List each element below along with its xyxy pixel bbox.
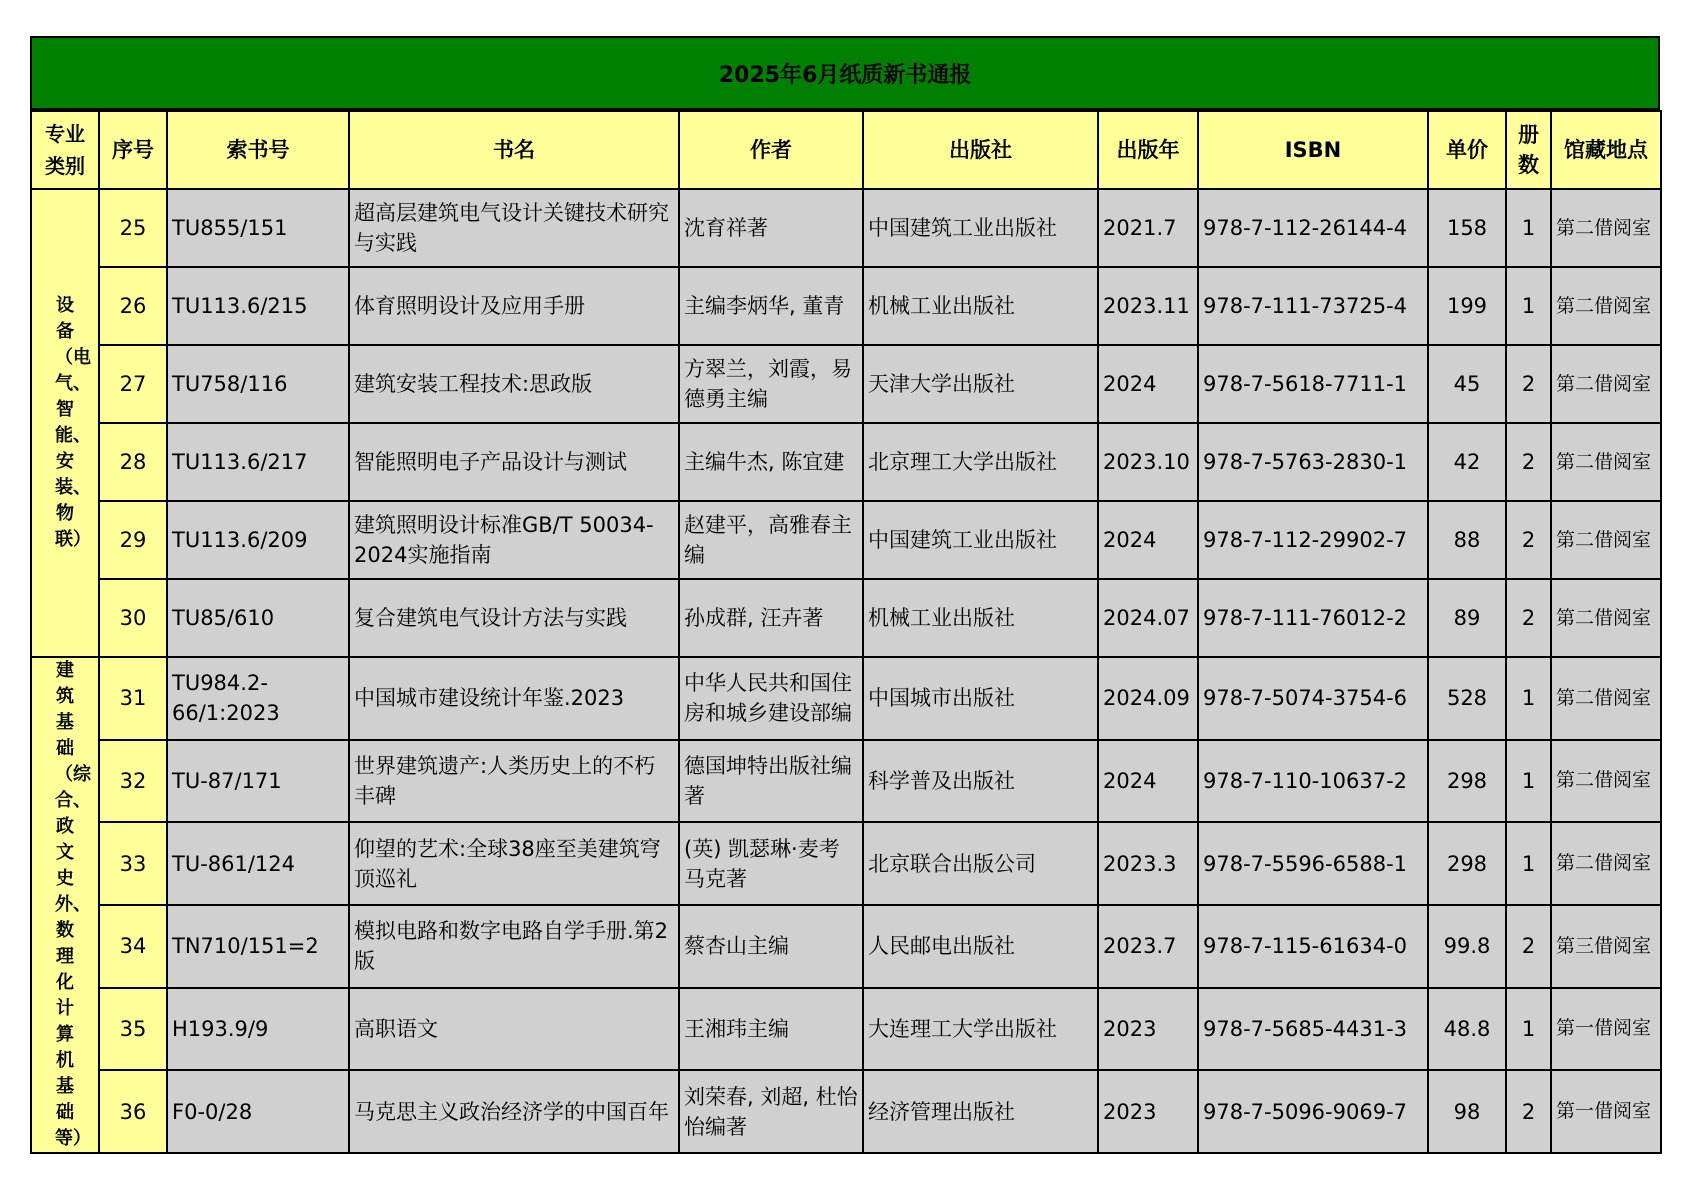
seq-cell: 30 [99, 579, 167, 657]
publish-year-cell: 2023 [1098, 1070, 1198, 1153]
publish-year-cell: 2023.7 [1098, 905, 1198, 988]
publish-year-cell: 2024.09 [1098, 657, 1198, 740]
book-title-cell: 世界建筑遗产:人类历史上的不朽丰碑 [349, 740, 679, 823]
copies-cell: 2 [1506, 579, 1551, 657]
book-title-cell: 建筑照明设计标准GB/T 50034-2024实施指南 [349, 501, 679, 579]
publisher-cell: 科学普及出版社 [863, 740, 1098, 823]
publish-year-cell: 2021.7 [1098, 189, 1198, 267]
header-price: 单价 [1428, 111, 1506, 189]
publisher-cell: 中国建筑工业出版社 [863, 189, 1098, 267]
book-title-cell: 体育照明设计及应用手册 [349, 267, 679, 345]
publish-year-cell: 2023.11 [1098, 267, 1198, 345]
location-cell: 第三借阅室 [1551, 905, 1661, 988]
isbn-cell: 978-7-5685-4431-3 [1198, 988, 1428, 1071]
isbn-cell: 978-7-111-76012-2 [1198, 579, 1428, 657]
header-isbn: ISBN [1198, 111, 1428, 189]
call-number-cell: H193.9/9 [167, 988, 349, 1071]
location-cell: 第二借阅室 [1551, 501, 1661, 579]
table-row [31, 988, 1661, 1071]
isbn-cell: 978-7-5596-6588-1 [1198, 822, 1428, 905]
new-books-sheet [30, 36, 1660, 1154]
location-cell: 第二借阅室 [1551, 579, 1661, 657]
publisher-cell: 经济管理出版社 [863, 1070, 1098, 1153]
book-title-cell: 高职语文 [349, 988, 679, 1071]
location-cell: 第二借阅室 [1551, 345, 1661, 423]
header-call-number: 索书号 [167, 111, 349, 189]
isbn-cell: 978-7-110-10637-2 [1198, 740, 1428, 823]
copies-cell: 2 [1506, 423, 1551, 501]
header-location: 馆藏地点 [1551, 111, 1661, 189]
header-author: 作者 [679, 111, 863, 189]
location-cell: 第一借阅室 [1551, 988, 1661, 1071]
seq-cell: 31 [99, 657, 167, 740]
category-cell [31, 657, 99, 1153]
price-cell: 298 [1428, 740, 1506, 823]
location-cell: 第一借阅室 [1551, 1070, 1661, 1153]
isbn-cell: 978-7-112-26144-4 [1198, 189, 1428, 267]
author-cell: 方翠兰，刘霞，易德勇主编 [679, 345, 863, 423]
seq-cell: 36 [99, 1070, 167, 1153]
author-cell: 主编李炳华, 董青 [679, 267, 863, 345]
isbn-cell: 978-7-5618-7711-1 [1198, 345, 1428, 423]
book-title-cell: 超高层建筑电气设计关键技术研究与实践 [349, 189, 679, 267]
copies-cell: 1 [1506, 988, 1551, 1071]
header-seq: 序号 [99, 111, 167, 189]
category-label: 设备（电气、智能、安装、物联） [55, 295, 91, 550]
table-row [31, 189, 1661, 267]
author-cell: 赵建平，高雅春主编 [679, 501, 863, 579]
table-row [31, 345, 1661, 423]
author-cell: 德国坤特出版社编著 [679, 740, 863, 823]
book-title-cell: 智能照明电子产品设计与测试 [349, 423, 679, 501]
price-cell: 298 [1428, 822, 1506, 905]
publish-year-cell: 2023 [1098, 988, 1198, 1071]
table-row [31, 822, 1661, 905]
author-cell: 沈育祥著 [679, 189, 863, 267]
call-number-cell: TU-87/171 [167, 740, 349, 823]
price-cell: 199 [1428, 267, 1506, 345]
publish-year-cell: 2024 [1098, 345, 1198, 423]
copies-cell: 1 [1506, 657, 1551, 740]
author-cell: 孙成群, 汪卉著 [679, 579, 863, 657]
call-number-cell: TU113.6/217 [167, 423, 349, 501]
location-cell: 第二借阅室 [1551, 740, 1661, 823]
publisher-cell: 人民邮电出版社 [863, 905, 1098, 988]
header-publisher: 出版社 [863, 111, 1098, 189]
table-row [31, 740, 1661, 823]
books-table [30, 110, 1662, 1154]
seq-cell: 33 [99, 822, 167, 905]
location-cell: 第二借阅室 [1551, 657, 1661, 740]
location-cell: 第二借阅室 [1551, 267, 1661, 345]
price-cell: 98 [1428, 1070, 1506, 1153]
sheet-title: 2025年6月纸质新书通报 [30, 36, 1660, 110]
book-title-cell: 模拟电路和数字电路自学手册.第2版 [349, 905, 679, 988]
seq-cell: 25 [99, 189, 167, 267]
book-title-cell: 复合建筑电气设计方法与实践 [349, 579, 679, 657]
copies-cell: 1 [1506, 189, 1551, 267]
isbn-cell: 978-7-5763-2830-1 [1198, 423, 1428, 501]
seq-cell: 32 [99, 740, 167, 823]
copies-cell: 1 [1506, 740, 1551, 823]
author-cell: 主编牛杰, 陈宜建 [679, 423, 863, 501]
publish-year-cell: 2024.07 [1098, 579, 1198, 657]
book-title-cell: 建筑安装工程技术:思政版 [349, 345, 679, 423]
isbn-cell: 978-7-5096-9069-7 [1198, 1070, 1428, 1153]
publisher-cell: 机械工业出版社 [863, 267, 1098, 345]
call-number-cell: TN710/151=2 [167, 905, 349, 988]
copies-cell: 2 [1506, 501, 1551, 579]
publisher-cell: 北京联合出版公司 [863, 822, 1098, 905]
books-table-body [31, 189, 1661, 1153]
seq-cell: 28 [99, 423, 167, 501]
copies-cell: 2 [1506, 1070, 1551, 1153]
header-copies: 册数 [1506, 111, 1551, 189]
isbn-cell: 978-7-112-29902-7 [1198, 501, 1428, 579]
call-number-cell: F0-0/28 [167, 1070, 349, 1153]
table-row [31, 423, 1661, 501]
table-row [31, 267, 1661, 345]
table-row [31, 657, 1661, 740]
price-cell: 45 [1428, 345, 1506, 423]
publisher-cell: 中国城市出版社 [863, 657, 1098, 740]
call-number-cell: TU758/116 [167, 345, 349, 423]
author-cell: 刘荣春, 刘超, 杜怡怡编著 [679, 1070, 863, 1153]
author-cell: 中华人民共和国住房和城乡建设部编 [679, 657, 863, 740]
book-title-cell: 中国城市建设统计年鉴.2023 [349, 657, 679, 740]
call-number-cell: TU113.6/215 [167, 267, 349, 345]
isbn-cell: 978-7-111-73725-4 [1198, 267, 1428, 345]
seq-cell: 34 [99, 905, 167, 988]
table-row [31, 579, 1661, 657]
category-label: 建筑基础（综合、政文史外、数理化计算机基础等） [55, 660, 91, 1149]
call-number-cell: TU855/151 [167, 189, 349, 267]
copies-cell: 1 [1506, 822, 1551, 905]
price-cell: 42 [1428, 423, 1506, 501]
publish-year-cell: 2024 [1098, 740, 1198, 823]
call-number-cell: TU-861/124 [167, 822, 349, 905]
table-row [31, 1070, 1661, 1153]
header-book-title: 书名 [349, 111, 679, 189]
author-cell: (英) 凯瑟琳·麦考马克著 [679, 822, 863, 905]
price-cell: 88 [1428, 501, 1506, 579]
seq-cell: 29 [99, 501, 167, 579]
price-cell: 99.8 [1428, 905, 1506, 988]
header-category: 专业类别 [31, 111, 99, 189]
book-title-cell: 马克思主义政治经济学的中国百年 [349, 1070, 679, 1153]
isbn-cell: 978-7-115-61634-0 [1198, 905, 1428, 988]
author-cell: 蔡杏山主编 [679, 905, 863, 988]
publish-year-cell: 2023.10 [1098, 423, 1198, 501]
isbn-cell: 978-7-5074-3754-6 [1198, 657, 1428, 740]
price-cell: 48.8 [1428, 988, 1506, 1071]
header-row [31, 111, 1661, 189]
publisher-cell: 大连理工大学出版社 [863, 988, 1098, 1071]
header-year: 出版年 [1098, 111, 1198, 189]
publisher-cell: 北京理工大学出版社 [863, 423, 1098, 501]
table-row [31, 501, 1661, 579]
location-cell: 第二借阅室 [1551, 822, 1661, 905]
publish-year-cell: 2023.3 [1098, 822, 1198, 905]
publisher-cell: 天津大学出版社 [863, 345, 1098, 423]
copies-cell: 2 [1506, 905, 1551, 988]
publish-year-cell: 2024 [1098, 501, 1198, 579]
author-cell: 王湘玮主编 [679, 988, 863, 1071]
table-row [31, 905, 1661, 988]
publisher-cell: 机械工业出版社 [863, 579, 1098, 657]
price-cell: 158 [1428, 189, 1506, 267]
price-cell: 528 [1428, 657, 1506, 740]
seq-cell: 26 [99, 267, 167, 345]
price-cell: 89 [1428, 579, 1506, 657]
category-cell [31, 189, 99, 657]
seq-cell: 27 [99, 345, 167, 423]
call-number-cell: TU113.6/209 [167, 501, 349, 579]
copies-cell: 1 [1506, 267, 1551, 345]
book-title-cell: 仰望的艺术:全球38座至美建筑穹顶巡礼 [349, 822, 679, 905]
call-number-cell: TU984.2-66/1:2023 [167, 657, 349, 740]
seq-cell: 35 [99, 988, 167, 1071]
copies-cell: 2 [1506, 345, 1551, 423]
location-cell: 第二借阅室 [1551, 423, 1661, 501]
publisher-cell: 中国建筑工业出版社 [863, 501, 1098, 579]
call-number-cell: TU85/610 [167, 579, 349, 657]
location-cell: 第二借阅室 [1551, 189, 1661, 267]
